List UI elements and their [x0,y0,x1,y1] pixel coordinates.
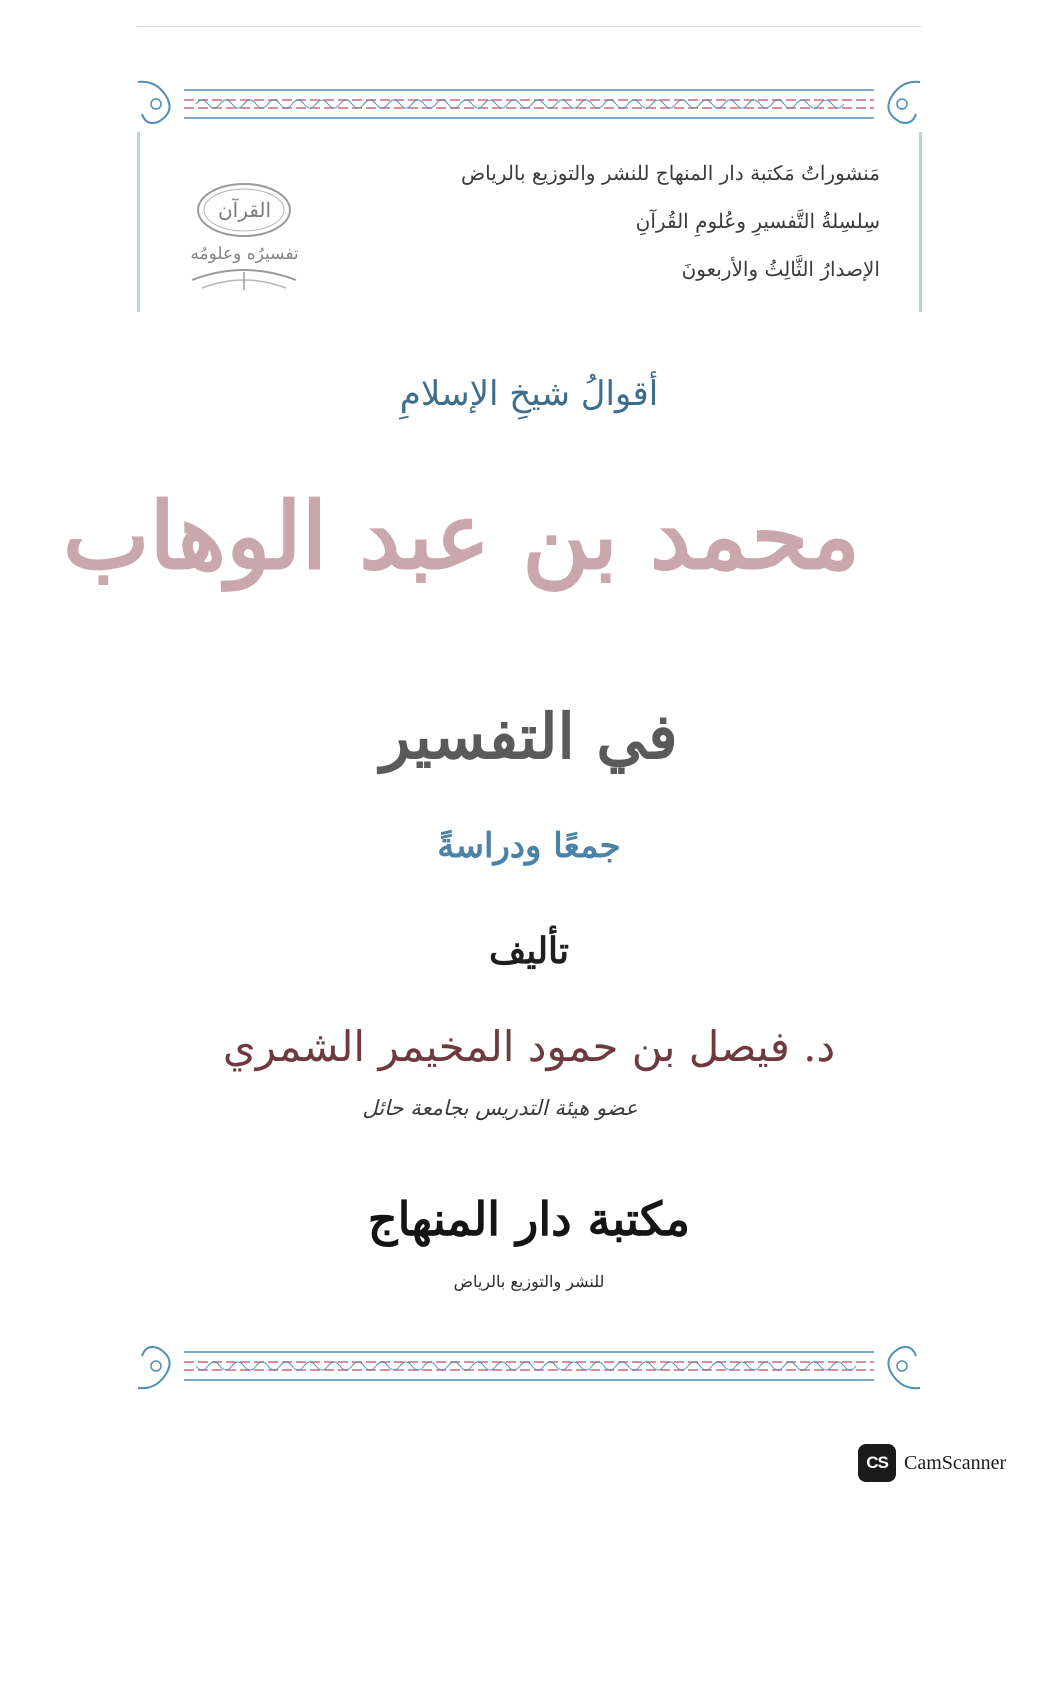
book-study-type: جمعًا ودراسةً [437,826,621,866]
book-topic: في التفسير [380,700,678,773]
series-name-line: سِلسِلةُ التَّفسيرِ وعُلومِ القُرآنِ [635,209,880,233]
author-name: د. فيصل بن حمود المخيمر الشمري [222,1022,836,1071]
book-title: محمد بن عبد الوهاب [62,482,860,590]
publisher-series-info [440,158,880,302]
book-subtitle: أقوالُ شيخِ الإسلامِ [399,374,659,414]
series-publisher-line: مَنشوراتُ مَكتبة دار المنهاج للنشر والتوزيع بالرياض [460,161,880,185]
author-affiliation: عضو هيئة التدريس بجامعة حائل [362,1096,638,1120]
right-frame-line [919,132,922,312]
bottom-ornament-border [136,1340,922,1392]
top-ornament-border [136,78,922,130]
emblem-subtitle: تفسيرُه وعلومُه [190,244,299,264]
camscanner-icon: CS [858,1444,896,1482]
bottom-ornament-graphic [136,1340,922,1392]
emblem-frame-graphic [172,168,317,298]
publisher-logo-text: مكتبة دار المنهاج [367,1192,691,1246]
camscanner-watermark [858,1444,1006,1482]
top-ornament-graphic [136,78,922,130]
camscanner-label: CamScanner [904,1451,1007,1474]
series-issue-line: الإصدارُ الثَّالِثُ والأربعونَ [681,257,880,281]
emblem-title: القرآن [217,198,272,222]
left-frame-line [137,132,140,312]
authored-by-label: تأليف [488,930,570,972]
quran-series-emblem [172,168,317,298]
publisher-subtitle: للنشر والتوزيع بالرياض [453,1272,605,1291]
